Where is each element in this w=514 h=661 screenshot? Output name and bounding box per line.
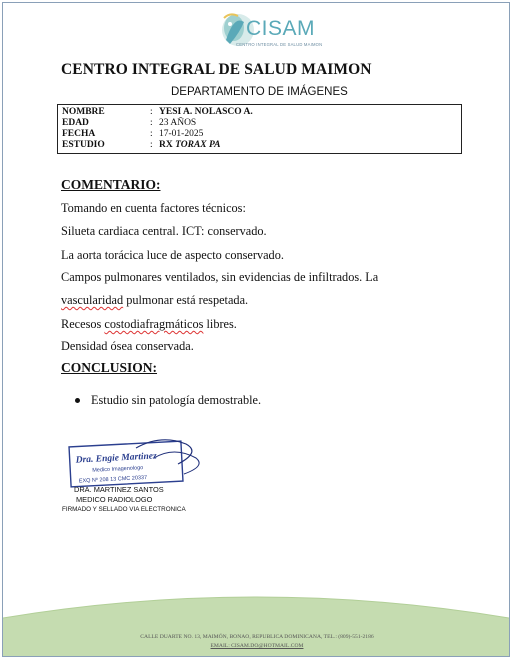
stamp-exq: EXQ Nº 208 13 CMC 20337 <box>78 474 148 485</box>
logo-name: CISAM <box>246 17 316 40</box>
spellcheck-word: vascularidad <box>61 293 124 307</box>
comment-line: Silueta cardiaca central. ICT: conservado. <box>61 224 267 238</box>
info-colon: : <box>150 118 153 128</box>
patient-info-box <box>57 104 462 154</box>
comment-line: Campos pulmonares ventilados, sin evidencias de infiltrados. La <box>61 270 379 284</box>
footer-email-link[interactable]: EMAIL: CISAM.DO@HOTMAIL.COM <box>210 643 304 649</box>
info-colon: : <box>150 140 153 150</box>
study-date: 17-01-2025 <box>159 129 204 139</box>
study-name: TORAX PA <box>175 140 221 150</box>
comment-line: Tomando en cuenta factores técnicos: <box>61 201 246 215</box>
signer-title: MEDICO RADIOLOGO <box>76 495 153 504</box>
study-prefix: RX <box>159 140 173 150</box>
page-title: CENTRO INTEGRAL DE SALUD MAIMON <box>61 61 372 78</box>
info-label: ESTUDIO <box>62 140 105 150</box>
stamp-name: Dra. Engie Martinez <box>75 451 157 466</box>
comment-line: La aorta torácica luce de aspecto conservado. <box>61 248 284 262</box>
spellcheck-word: costodiafragmáticos <box>104 317 204 331</box>
stamp-role: Medico Imagenologo <box>92 465 144 474</box>
patient-name: YESI A. NOLASCO A. <box>159 107 253 117</box>
signature-stamp <box>66 436 216 488</box>
comment-heading: COMENTARIO: <box>61 177 161 192</box>
bullet-icon <box>75 398 80 403</box>
conclusion-heading: CONCLUSION: <box>61 360 158 375</box>
study-type <box>159 140 220 151</box>
footer-address: CALLE DUARTE NO. 13, MAIMÓN, BONAO, REPUBLICA DOMINICANA, TEL.: (809)-551-2186 <box>140 634 374 640</box>
info-label: FECHA <box>62 129 96 139</box>
comment-line: Densidad ósea conservada. <box>61 339 194 353</box>
info-colon: : <box>150 129 153 139</box>
info-colon: : <box>150 107 153 117</box>
conclusion-item: Estudio sin patología demostrable. <box>91 393 262 407</box>
signature-note: FIRMADO Y SELLADO VIA ELECTRONICA <box>62 506 186 513</box>
info-label: NOMBRE <box>62 107 105 117</box>
logo-subtitle: CENTRO INTEGRAL DE SALUD MAIMON <box>236 42 323 47</box>
patient-age: 23 AÑOS <box>159 118 197 128</box>
signer-name: DRA. MARTINEZ SANTOS <box>74 485 164 494</box>
department-title: DEPARTAMENTO DE IMÁGENES <box>171 86 348 98</box>
comment-line: Recesos costodiafragmáticos libres. <box>61 317 237 331</box>
comment-line: vascularidad pulmonar está respetada. <box>61 293 249 307</box>
info-label: EDAD <box>62 118 89 128</box>
